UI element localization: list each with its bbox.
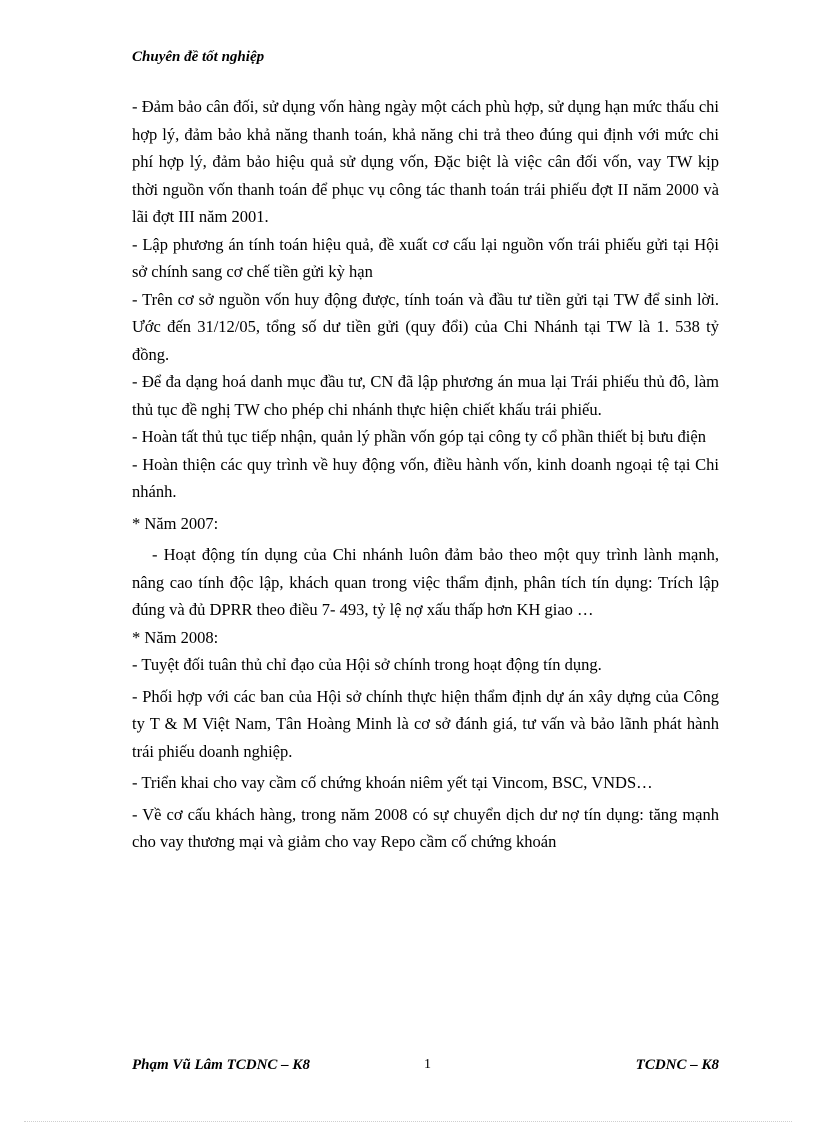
paragraph: - Phối hợp với các ban của Hội sở chính thực hiện thẩm định dự án xây dựng của Công ty T & M Việt Nam, Tân Hoàng Minh là cơ sở đánh giá, tư vấn và bảo lãnh phát hành trái phiếu doanh nghiệp.	[132, 686, 719, 761]
paragraph: - Lập phương án tính toán hiệu quả, đề xuất cơ cấu lại nguồn vốn trái phiếu gửi tại Hội sở chính sang cơ chế tiền gửi kỳ hạn	[132, 234, 719, 281]
paragraph: - Triển khai cho vay cầm cố chứng khoán niêm yết tại Vincom, BSC, VNDS…	[132, 773, 653, 792]
footer-author: Phạm Vũ Lâm TCDNC – K8	[132, 1057, 310, 1073]
paragraph: - Hoàn thiện các quy trình về huy động vốn, điều hành vốn, kinh doanh ngoại tệ tại Chi nhánh.	[132, 454, 719, 501]
paragraph: - Tuyệt đối tuân thủ chỉ đạo của Hội sở chính trong hoạt động tín dụng.	[132, 655, 602, 674]
section-heading-2007: * Năm 2007:	[132, 513, 219, 533]
paragraph: - Về cơ cấu khách hàng, trong năm 2008 có sự chuyển dịch dư nợ tín dụng: tăng mạnh cho vay thương mại và giảm cho vay Repo cầm cố chứng khoán	[132, 804, 719, 851]
page-header: Chuyên đề tốt nghiệp	[132, 49, 265, 65]
section-heading-2008: * Năm 2008:	[132, 627, 219, 647]
paragraph: - Hoạt động tín dụng của Chi nhánh luôn đảm bảo theo một quy trình lành mạnh, nâng cao tính độc lập, khách quan trong việc thẩm định, phân tích tín dụng: Trích lập đúng và đủ DPRR theo điều 7- 493, tỷ lệ nợ xấu thấp hơn KH giao …	[132, 545, 719, 619]
paragraph: - Để đa dạng hoá danh mục đầu tư, CN đã lập phương án mua lại Trái phiếu thủ đô, làm thủ tục đề nghị TW cho phép chi nhánh thực hiện chiết khấu trái phiếu.	[132, 372, 719, 419]
paragraph: - Trên cơ sở nguồn vốn huy động được, tính toán và đầu tư tiền gửi tại TW để sinh lời. Ước đến 31/12/05, tổng số dư tiền gửi (quy đổi) của Chi Nhánh tại TW là 1. 538 tỷ đồng.	[132, 289, 719, 364]
page-bottom-edge	[24, 1121, 792, 1122]
footer-class: TCDNC – K8	[635, 1057, 719, 1073]
page-number: 1	[424, 1057, 431, 1072]
paragraph: - Đảm bảo cân đối, sử dụng vốn hàng ngày một cách phù hợp, sử dụng hạn mức thấu chi hợp lý, đảm bảo khả năng thanh toán, khả năng chi trả theo đúng qui định với mức chi phí hợp lý, đảm bảo hiệu quả sử dụng vốn, Đặc biệt là việc cân đối vốn, vay TW kịp thời nguồn vốn thanh toán để phục vụ công tác thanh toán trái phiếu đợt II năm 2000 và lãi đợt III năm 2001.	[132, 97, 719, 226]
document-body	[132, 93, 719, 856]
paragraph: - Hoàn tất thủ tục tiếp nhận, quản lý phần vốn góp tại công ty cổ phần thiết bị bưu điện	[132, 427, 706, 446]
